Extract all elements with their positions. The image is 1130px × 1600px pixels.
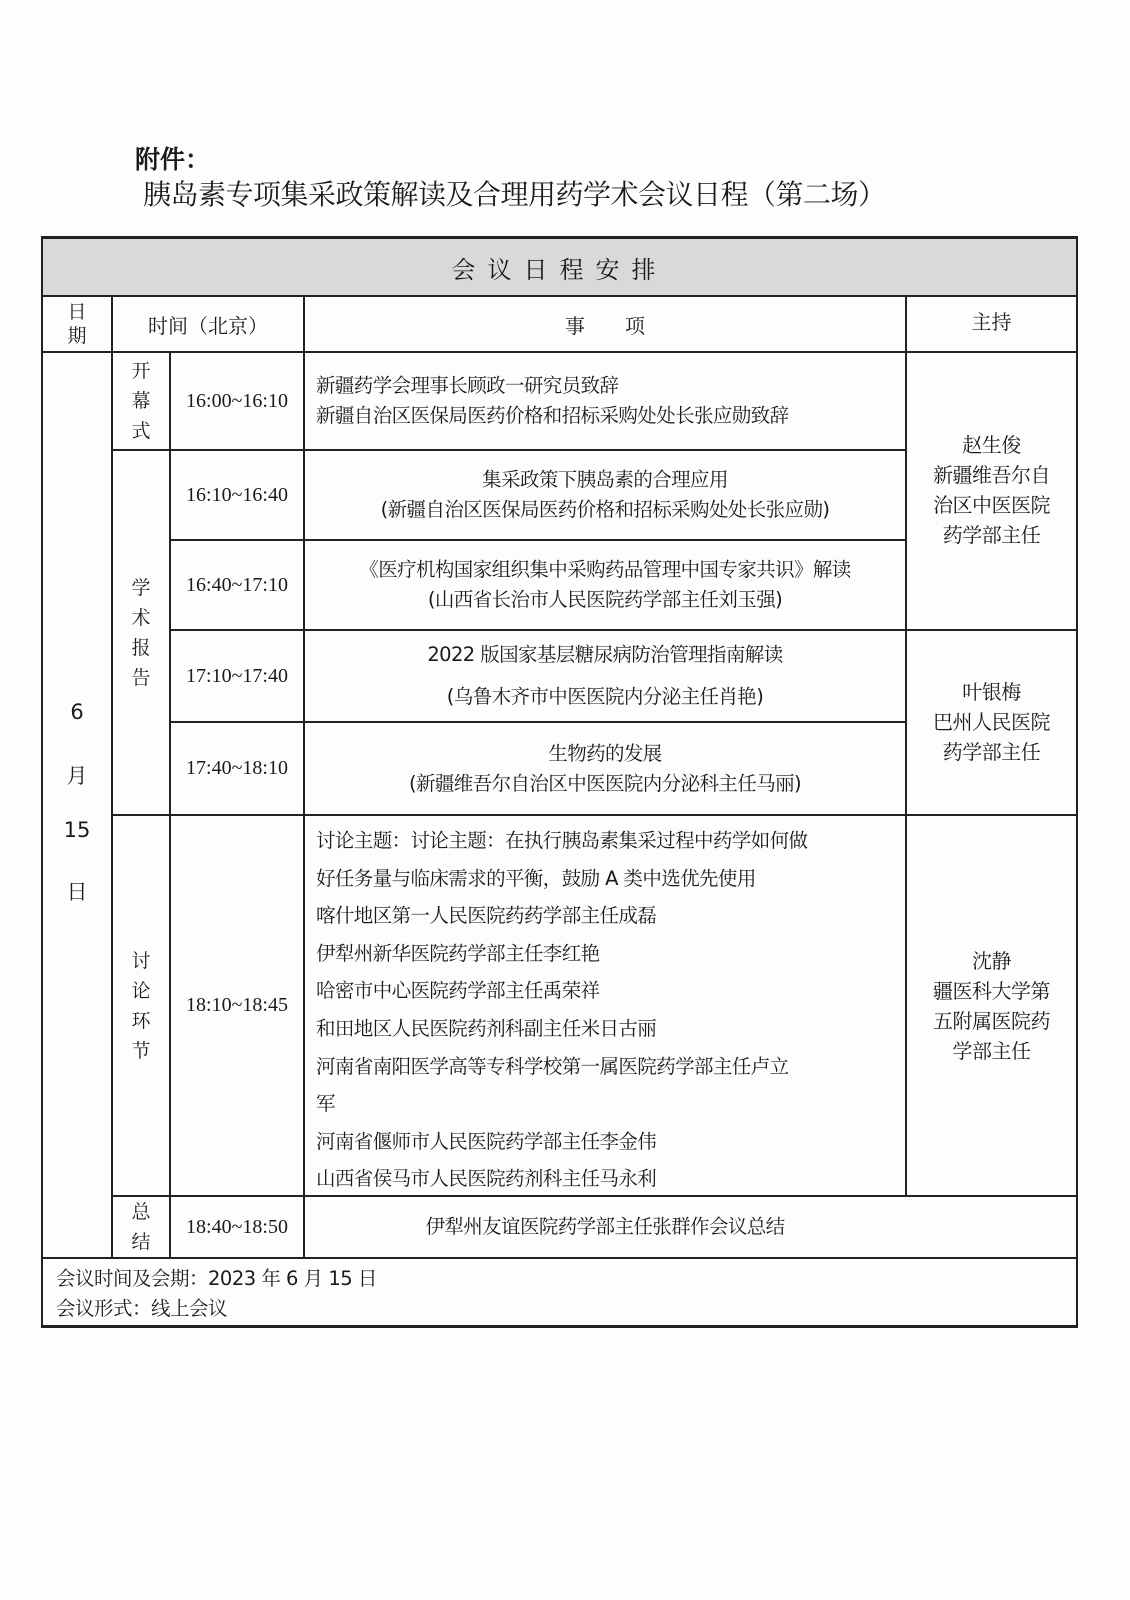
host-name: 沈静 bbox=[972, 948, 1011, 973]
section-discussion bbox=[112, 815, 170, 1196]
table-rule bbox=[905, 295, 907, 1196]
section-char: 告 bbox=[131, 666, 151, 689]
agenda-line: 2022 版国家基层糖尿病防治管理指南解读 bbox=[427, 643, 783, 666]
host-title: 药学部主任 bbox=[942, 523, 1041, 547]
agenda-item bbox=[304, 450, 906, 540]
host-title: 疆医科大学第 bbox=[933, 978, 1050, 1003]
header-date-char: 日 bbox=[67, 301, 87, 323]
table-rule bbox=[41, 295, 1078, 297]
table-rule bbox=[170, 539, 906, 541]
section-char: 论 bbox=[131, 979, 151, 1002]
discussion-panelist: 山西省侯马市人民医院药剂科主任马永利 bbox=[316, 1167, 657, 1191]
time-text: 16:40~17:10 bbox=[186, 573, 288, 596]
header-host-text: 主持 bbox=[971, 309, 1012, 334]
table-border bbox=[41, 236, 43, 1328]
section-char: 总 bbox=[131, 1201, 151, 1223]
time-cell bbox=[170, 450, 304, 540]
table-rule bbox=[41, 1257, 1078, 1259]
section-char: 报 bbox=[131, 636, 151, 659]
time-text: 18:10~18:45 bbox=[186, 994, 288, 1016]
host-title: 巴州人民医院 bbox=[933, 709, 1050, 734]
section-char: 学 bbox=[131, 576, 151, 599]
section-academic bbox=[112, 450, 170, 815]
header-date-char: 期 bbox=[67, 325, 87, 347]
time-text: 16:10~16:40 bbox=[186, 483, 288, 506]
banner-text: 会议日程安排 bbox=[451, 255, 668, 284]
header-time bbox=[112, 296, 304, 352]
section-char: 开 bbox=[131, 360, 151, 382]
date-cell bbox=[42, 700, 112, 920]
section-opening bbox=[112, 352, 170, 450]
host-title: 治区中医医院 bbox=[933, 493, 1050, 517]
agenda-line: (乌鲁木齐市中医医院内分泌主任肖艳) bbox=[446, 685, 764, 708]
agenda-line: (新疆维吾尔自治区中医医院内分泌科主任马丽) bbox=[408, 771, 802, 795]
time-cell bbox=[170, 540, 304, 630]
date-month-number: 6 bbox=[70, 700, 84, 724]
section-char: 讨 bbox=[131, 949, 151, 972]
agenda-item bbox=[304, 352, 906, 450]
meeting-format: 会议形式：线上会议 bbox=[56, 1297, 228, 1320]
agenda-item bbox=[304, 630, 906, 722]
agenda-line: (山西省长治市人民医院药学部主任刘玉强) bbox=[427, 588, 783, 611]
time-cell bbox=[170, 1196, 304, 1258]
host-title: 五附属医院药 bbox=[933, 1008, 1050, 1033]
table-rule bbox=[41, 351, 1078, 353]
discussion-topic-line: 讨论主题：讨论主题：在执行胰岛素集采过程中药学如何做 bbox=[316, 829, 808, 852]
agenda-item bbox=[304, 540, 906, 630]
agenda-item bbox=[304, 722, 906, 815]
agenda-line: 《医疗机构国家组织集中采购药品管理中国专家共识》解读 bbox=[359, 558, 851, 581]
host-cell bbox=[906, 628, 1077, 815]
table-footer bbox=[56, 1264, 377, 1324]
header-time-text: 时间（北京） bbox=[148, 313, 268, 338]
section-summary bbox=[112, 1196, 170, 1258]
table-banner bbox=[42, 238, 1077, 296]
time-cell bbox=[170, 722, 304, 815]
time-cell bbox=[170, 630, 304, 722]
section-char: 节 bbox=[131, 1039, 151, 1062]
discussion-panelist: 河南省偃师市人民医院药学部主任李金伟 bbox=[316, 1129, 657, 1153]
section-char: 环 bbox=[131, 1009, 151, 1032]
header-date bbox=[42, 296, 112, 352]
table-rule bbox=[169, 351, 171, 1258]
section-char: 术 bbox=[131, 606, 151, 629]
discussion-item bbox=[316, 822, 807, 1198]
agenda-line: 新疆自治区医保局医药价格和招标采购处处长张应勋致辞 bbox=[316, 404, 789, 427]
time-text: 18:40~18:50 bbox=[186, 1215, 288, 1238]
meeting-date: 会议时间及会期：2023 年 6 月 15 日 bbox=[56, 1267, 377, 1290]
host-title: 新疆维吾尔自 bbox=[933, 463, 1050, 487]
table-rule bbox=[112, 1195, 1077, 1197]
time-cell bbox=[170, 815, 304, 1196]
agenda-line: 集采政策下胰岛素的合理应用 bbox=[482, 468, 728, 491]
header-item bbox=[304, 296, 906, 352]
header-item-text: 事 项 bbox=[565, 313, 645, 338]
agenda-line: (新疆自治区医保局医药价格和招标采购处处长张应勋) bbox=[380, 498, 830, 521]
table-rule bbox=[111, 295, 113, 1258]
date-day-label: 日 bbox=[66, 880, 88, 904]
discussion-panelist: 喀什地区第一人民医院药药学部主任成磊 bbox=[316, 904, 657, 928]
discussion-panelist: 和田地区人民医院药剂科副主任米日古丽 bbox=[316, 1016, 657, 1040]
table-border bbox=[1076, 236, 1078, 1328]
time-text: 16:00~16:10 bbox=[186, 389, 288, 412]
table-rule bbox=[303, 295, 305, 1258]
host-title: 药学部主任 bbox=[942, 739, 1041, 764]
table-border bbox=[41, 236, 1078, 239]
agenda-line: 生物药的发展 bbox=[548, 741, 662, 765]
section-char: 式 bbox=[131, 420, 151, 442]
agenda-item bbox=[304, 1196, 906, 1258]
host-cell bbox=[906, 815, 1077, 1196]
section-char: 幕 bbox=[131, 390, 151, 412]
agenda-line: 新疆药学会理事长顾政一研究员致辞 bbox=[316, 374, 619, 397]
header-host bbox=[906, 296, 1077, 344]
host-name: 赵生俊 bbox=[962, 433, 1021, 457]
attachment-label: 附件： bbox=[135, 145, 211, 174]
host-name: 叶银梅 bbox=[962, 679, 1021, 704]
time-text: 17:40~18:10 bbox=[186, 757, 288, 779]
section-char: 结 bbox=[131, 1231, 151, 1253]
host-cell bbox=[906, 352, 1077, 628]
discussion-panelist: 军 bbox=[316, 1092, 335, 1116]
time-cell bbox=[170, 352, 304, 450]
host-title: 学部主任 bbox=[952, 1038, 1031, 1063]
time-text: 17:10~17:40 bbox=[186, 664, 288, 687]
discussion-panelist: 河南省南阳医学高等专科学校第一属医院药学部主任卢立 bbox=[316, 1054, 789, 1078]
table-rule bbox=[112, 449, 906, 451]
date-day-number: 15 bbox=[63, 818, 91, 842]
discussion-panelist: 伊犁州新华医院药学部主任李红艳 bbox=[316, 941, 600, 965]
date-month-label: 月 bbox=[66, 764, 88, 788]
document-title: 胰岛素专项集采政策解读及合理用药学术会议日程（第二场） bbox=[143, 178, 886, 211]
table-border bbox=[41, 1325, 1078, 1328]
table-rule bbox=[170, 629, 1077, 631]
discussion-topic-line: 好任务量与临床需求的平衡，鼓励 A 类中选优先使用 bbox=[316, 866, 756, 890]
table-rule bbox=[112, 814, 1077, 816]
table-rule bbox=[170, 721, 906, 723]
agenda-line: 伊犁州友谊医院药学部主任张群作会议总结 bbox=[425, 1215, 785, 1238]
discussion-panelist: 哈密市中心医院药学部主任禹荣祥 bbox=[316, 979, 600, 1003]
